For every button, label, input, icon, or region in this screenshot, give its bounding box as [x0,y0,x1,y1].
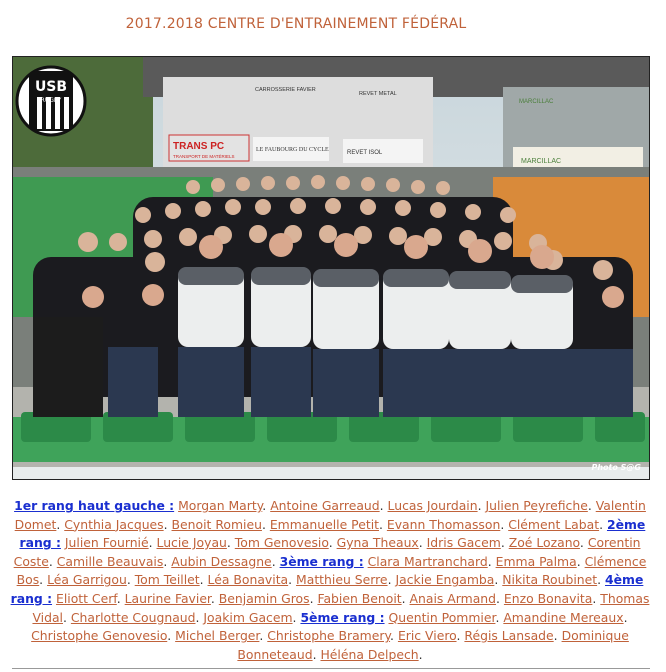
separator: . [63,609,71,625]
separator: . [148,535,157,551]
person-name-link[interactable]: Emma Palma [495,553,577,569]
person-name-link[interactable]: Régis Lansade [464,628,554,644]
separator: . [288,572,297,588]
separator: . [163,553,172,569]
separator: . [199,572,208,588]
person-name-link[interactable]: Valentin Domet [14,498,646,532]
person-name-link[interactable]: Tom Genovesio [234,535,329,551]
person-name-link[interactable]: Clémence Bos [16,553,647,588]
person-name-link[interactable]: Léa Bonavita [207,572,289,588]
separator: . [456,628,465,644]
separator: . [494,572,503,588]
person-name-link[interactable]: Julien Peyrefiche [485,498,588,513]
person-name-link[interactable]: Clément Labat [508,516,600,532]
banner-revet-isol: REVET ISOL [347,150,383,156]
person-name-link[interactable]: Tom Teillet [134,572,200,588]
person-name-link[interactable]: Corentin Coste [13,535,641,569]
banner-transport: TRANSPORT DE MATÉRIELS [173,154,235,159]
row-label[interactable]: 1er rang haut gauche : [14,498,175,513]
person-name-link[interactable]: Emmanuelle Petit [269,516,379,532]
separator: . [418,646,423,662]
photo-credit: Photo S@G [591,463,641,472]
separator: . [56,516,65,532]
separator: . [309,590,318,606]
photo-caption [10,497,650,664]
banner-trans-pc: TRANS PC [173,141,225,152]
person-name-link[interactable]: Lucas Jourdain [387,498,478,513]
person-name-link[interactable]: Michel Berger [175,628,260,644]
separator: . [401,590,410,606]
person-name-link[interactable]: Fabien Benoit [317,590,402,606]
separator: . [48,553,57,569]
person-name-link[interactable]: Benjamin Gros [218,590,310,606]
separator: . [262,498,271,513]
banner-marcillac-1: MARCILLAC [521,158,562,165]
person-name-link[interactable]: Jackie Engamba [395,572,495,588]
person-name-link[interactable]: Quentin Pommier [388,609,496,625]
separator: . [592,590,601,606]
separator: . [261,516,270,532]
person-name-link[interactable]: Eliott Cerf [55,590,117,606]
row-label[interactable]: 4ème rang : [10,572,644,606]
person-name-link[interactable]: Julien Fournié [64,535,149,551]
person-name-link[interactable]: Christophe Genovesio [31,628,168,644]
separator: . [312,646,321,662]
person-name-link[interactable]: Joakim Gacem [203,609,293,625]
person-name-link[interactable]: Evann Thomasson [386,516,501,532]
person-name-link[interactable]: Zoé Lozano [508,535,580,551]
separator: . [259,628,268,644]
separator: . [163,516,172,532]
person-name-link[interactable]: Aubin Dessagne [171,553,272,569]
banner-faubourg: LE FAUBOURG DU CYCLE [256,147,329,153]
separator: . [195,609,204,625]
separator: . [167,628,176,644]
logo-rugby: RUGBY [40,97,62,104]
separator: . [579,535,588,551]
person-name-link[interactable]: Héléna Delpech [320,646,419,662]
separator: . [226,535,235,551]
person-name-link[interactable]: Dominique Bonneteaud [237,628,629,662]
separator: . [379,516,387,532]
person-name-link[interactable]: Laurine Favier [124,590,211,606]
separator: . [116,590,125,606]
separator: . [390,628,398,644]
separator: . [210,590,219,606]
separator: . [328,535,337,551]
separator: . [292,609,301,625]
person-name-link[interactable]: Christophe Bramery [267,628,391,644]
row-label[interactable]: 3ème rang : [279,553,364,569]
separator: . [271,553,280,569]
page-title: 2017.2018 CENTRE D'ENTRAINEMENT FÉDÉRAL [125,16,467,32]
person-name-link[interactable]: Lucie Joyau [156,535,227,551]
separator: . [623,609,628,625]
separator: . [500,535,509,551]
person-name-link[interactable]: Thomas Vidal [32,590,650,625]
banner-carrosserie: CARROSSERIE FAVIER [255,87,316,93]
divider [12,668,650,669]
person-name-link[interactable]: Eric Viero [397,628,457,644]
person-name-link[interactable]: Benoit Romieu [171,516,262,532]
usb-rugby-logo [17,67,85,135]
person-name-link[interactable]: Nikita Roubinet [502,572,598,588]
separator: . [599,516,607,532]
person-name-link[interactable]: Morgan Marty [178,498,263,513]
team-photo-drawing [13,57,649,479]
separator: . [576,553,585,569]
person-name-link[interactable]: Idris Gacem [426,535,501,551]
person-name-link[interactable]: Clara Martranchard [367,553,488,569]
separator: . [496,590,504,606]
separator: . [597,572,606,588]
person-name-link[interactable]: Cynthia Jacques [64,516,164,532]
separator: . [500,516,509,532]
person-name-link[interactable]: Amandine Mereaux [503,609,624,625]
logo-usb: USB [34,79,68,95]
person-name-link[interactable]: Camille Beauvais [56,553,164,569]
separator: . [126,572,135,588]
person-name-link[interactable]: Gyna Theaux [336,535,419,551]
row-label[interactable]: 5ème rang : [300,609,385,625]
separator: . [553,628,562,644]
person-name-link[interactable]: Léa Garrigou [47,572,127,588]
separator: . [39,572,48,588]
row-label[interactable]: 2ème rang : [19,516,646,551]
person-name-link[interactable]: Anais Armand [409,590,497,606]
separator: . [477,498,486,513]
person-name-link[interactable]: Charlotte Cougnaud [70,609,196,625]
person-name-link[interactable]: Enzo Bonavita [503,590,593,606]
banner-marcillac-2: MARCILLAC [519,99,554,105]
person-name-link[interactable]: Antoine Garreaud [270,498,380,513]
separator: . [418,535,427,551]
separator: . [587,498,596,513]
banner-revet-metal: REVET METAL [359,91,397,97]
separator: . [387,572,396,588]
separator: . [495,609,504,625]
separator: . [379,498,388,513]
separator: . [487,553,496,569]
team-photo [12,56,650,480]
person-name-link[interactable]: Matthieu Serre [296,572,388,588]
